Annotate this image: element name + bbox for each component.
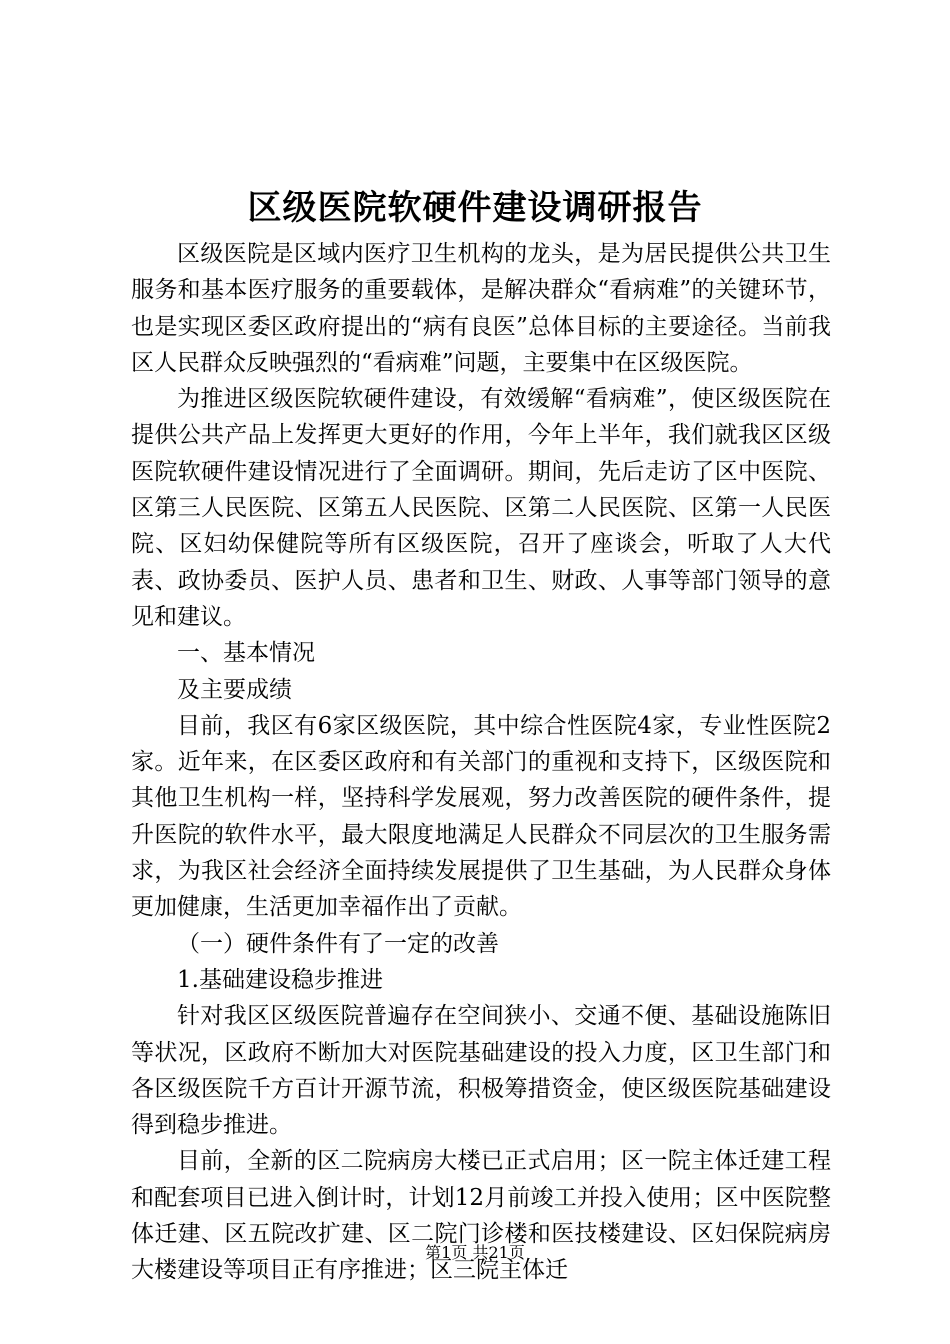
paragraph-projects: 目前，全新的区二院病房大楼已正式启用；区一院主体迁建工程和配套项目已进入倒计时，计划12月前竣工并投入使用；区中医院整体迁建、区五院改扩建、区二院门诊楼和医技楼建设、区妇保院病房大楼建设等项目正有序推进；区三院主体迁 — [131, 1148, 831, 1284]
paragraph-infrastructure: 针对我区区级医院普遍存在空间狭小、交通不便、基础设施陈旧等状况，区政府不断加大对医院基础建设的投入力度，区卫生部门和各区级医院千方百计开源节流，积极筹措资金，使区级医院基础建设得到稳步推进。 — [131, 1003, 831, 1139]
document-body — [131, 236, 831, 1289]
section-heading-1-cont: 及主要成绩 — [177, 676, 292, 703]
section-heading-1: 一、基本情况 — [177, 640, 315, 667]
subsection-heading-1: （一）硬件条件有了一定的改善 — [177, 930, 499, 957]
page-number: 第1页 — [425, 1243, 468, 1262]
page-total: 共21页 — [472, 1243, 525, 1262]
document-title: 区级医院软硬件建设调研报告 — [247, 188, 703, 228]
page-footer — [0, 1241, 950, 1265]
paragraph-overview: 目前，我区有6家区级医院，其中综合性医院4家，专业性医院2家。近年来，在区委区政府和有关部门的重视和支持下，区级医院和其他卫生机构一样，坚持科学发展观，努力改善医院的硬件条件，提升医院的软件水平，最大限度地满足人民群众不同层次的卫生服务需求，为我区社会经济全面持续发展提供了卫生基础，为人民群众身体更加健康，生活更加幸福作出了贡献。 — [131, 712, 831, 921]
paragraph-survey: 为推进区级医院软硬件建设，有效缓解“看病难”，使区级医院在提供公共产品上发挥更大更好的作用，今年上半年，我们就我区区级医院软硬件建设情况进行了全面调研。期间，先后走访了区中医院、区第三人民医院、区第五人民医院、区第二人民医院、区第一人民医院、区妇幼保健院等所有区级医院，召开了座谈会，听取了人大代表、政协委员、医护人员、患者和卫生、财政、人事等部门领导的意见和建议。 — [131, 386, 831, 630]
paragraph-intro: 区级医院是区域内医疗卫生机构的龙头，是为居民提供公共卫生服务和基本医疗服务的重要载体，是解决群众“看病难”的关键环节，也是实现区委区政府提出的“病有良医”总体目标的主要途径。当前我区人民群众反映强烈的“看病难”问题，主要集中在区级医院。 — [131, 241, 831, 376]
item-heading-1: 1.基础建设稳步推进 — [177, 966, 383, 993]
